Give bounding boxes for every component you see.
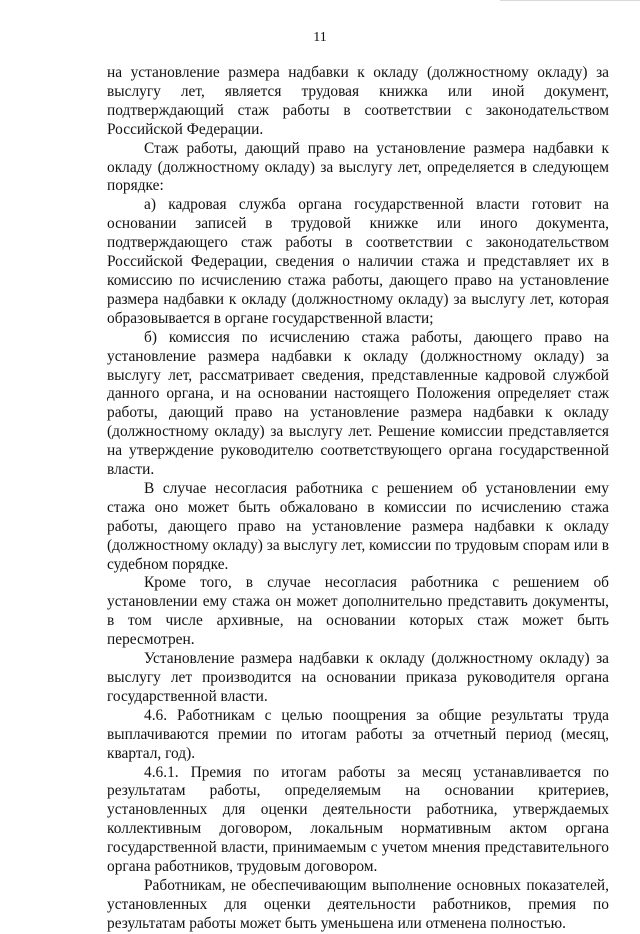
paragraph-item-b: б) комиссия по исчислению стажа работы, дающего право на установление размера надбавки к окладу (должностному окладу) за выслугу лет, рассматривает сведения, представленные кадровой службой данного органа, и на основании настоящего Положения определяет стаж работы, дающий право на установление размера надбавки к окладу (должностному окладу) за выслугу лет. Решение комиссии представляется на утверждение руководителю соответствующего органа государственной власти. <box>107 328 609 479</box>
paragraph-disagreement: В случае несогласия работника с решением об установлении ему стажа оно может быть обжаловано в комиссии по исчислению стажа работы, дающего право на установление размера надбавки к окладу (должностному окладу) за выслугу лет, комиссии по трудовым спорам или в судебном порядке. <box>107 479 609 573</box>
paragraph-order-basis: Установление размера надбавки к окладу (должностному окладу) за выслугу лет производится на основании приказа руководителя органа государственной власти. <box>107 650 609 705</box>
paragraph-item-a: а) кадровая служба органа государственной власти готовит на основании записей в трудовой книжке или иного документа, подтверждающего стаж работы в соответствии с законодательством Российской Федерации, сведения о наличии стажа и представляет их в комиссию по исчислению стажа работы, дающего право на установление размера надбавки к окладу (должностному окладу) за выслугу лет, которая образовывается в органе государственной власти; <box>107 196 609 327</box>
paragraph-additional-documents: Кроме того, в случае несогласия работника с решением об установлении ему стажа он может дополнительно представить документы, в том числе архивные, на основании которых стаж может быть пересмотрен. <box>107 574 609 649</box>
paragraph-seniority-order: Стаж работы, дающий право на установление размера надбавки к окладу (должностному окладу) за выслугу лет, определяется в следующем порядке: <box>107 139 609 195</box>
paragraph-section-4-6: 4.6. Работникам с целью поощрения за общие результаты труда выплачиваются премии по итогам работы за отчетный период (месяц, квартал, год). <box>107 706 609 762</box>
paragraph-section-4-6-1: 4.6.1. Премия по итогам работы за месяц устанавливается по результатам работы, определяемым на основании критериев, установленных для оценки деятельности работника, утверждаемых коллективным договором, локальным нормативным актом органа государственной власти, принимаемым с учетом мнения представительного органа работников, трудовым договором. <box>107 763 609 876</box>
scan-edge-mark <box>500 0 640 1</box>
document-body <box>107 64 609 934</box>
paragraph-bonus-reduction: Работникам, не обеспечивающим выполнение основных показателей, установленных для оценки деятельности работников, премия по результатам работы может быть уменьшена или отменена полностью. <box>107 876 609 932</box>
page-number: 11 <box>313 30 327 45</box>
paragraph-continuation: на установление размера надбавки к окладу (должностному окладу) за выслугу лет, является трудовая книжка или иной документ, подтверждающий стаж работы в соответствии с законодательством Российской Федерации. <box>107 64 609 138</box>
